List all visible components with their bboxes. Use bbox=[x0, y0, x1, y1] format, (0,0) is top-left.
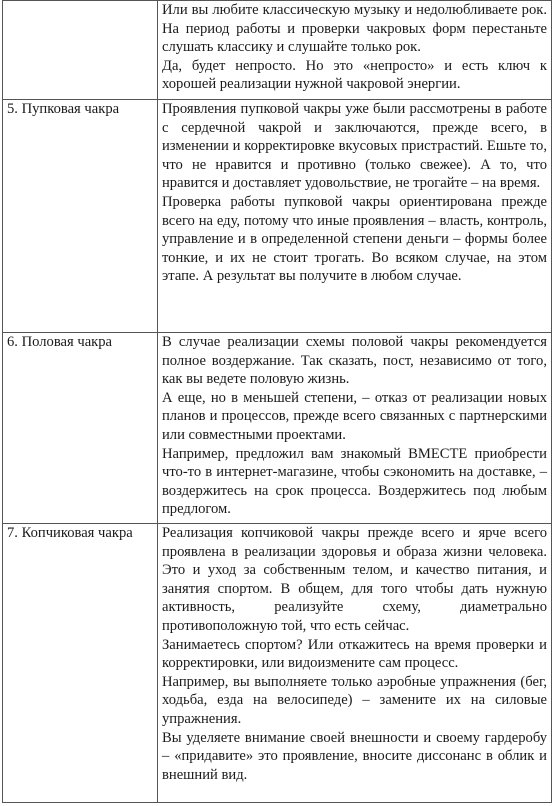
paragraph: Проявления пупковой чакры уже были рассмотрены в работе с сердечной чакрой и заключаются, прежде всего, в изменении и корректировке вкусовых пристрастий. Ешьте то, что не нравится и противно (только свежее). А то, что нравится и доставляет удовольствие, не трогайте – на время. bbox=[162, 101, 547, 192]
chakra-name-cell: 5. Пупковая чакра bbox=[3, 100, 158, 333]
paragraph: Реализация копчиковой чакры прежде всего и ярче всего проявлена в реализации здоровья и образа жизни человека. Это и уход за собственным телом, и качество питания, и занятия спортом. В общем, для того чтобы дать нужную активность, реализуйте схему, диаметрально противоположную той, что есть сейчас. bbox=[162, 525, 547, 634]
paragraph: Проверка работы пупковой чакры ориентирована прежде всего на еду, потому что иные проявления – власть, контроль, управление и в определенной степени деньги – формы более тонкие, и их не стоит трогать. Во всяком случае, на этом этапе. А результат вы получите в любом случае. bbox=[162, 193, 547, 285]
paragraph: Вы уделяете внимание своей внешности и своему гардеробу – «придавите» это проявление, вносите диссонанс в облик и внешний вид. bbox=[162, 729, 547, 783]
chakra-description-cell bbox=[158, 333, 552, 524]
chakra-name-cell bbox=[3, 1, 158, 100]
table-row bbox=[3, 333, 552, 524]
table-row bbox=[3, 1, 552, 100]
paragraph: Да, будет непросто. Но это «непросто» и есть ключ к хорошей реализации нужной чакровой энергии. bbox=[162, 57, 547, 93]
chakra-description-cell bbox=[158, 100, 552, 333]
chakra-description-cell bbox=[158, 1, 552, 100]
document-page bbox=[2, 0, 552, 804]
chakra-description-cell bbox=[158, 524, 552, 803]
chakra-name-cell: 7. Копчиковая чакра bbox=[3, 524, 158, 803]
paragraph: Например, вы выполняете только аэробные упражнения (бег, ходьба, езда на велосипеде) – замените их на силовые упражнения. bbox=[162, 673, 547, 727]
paragraph: А еще, но в меньшей степени, – отказ от реализации новых планов и процессов, прежде всего связанных с партнерскими или совместными проектами. bbox=[162, 389, 547, 443]
chakra-table bbox=[2, 0, 552, 803]
paragraph: В случае реализации схемы половой чакры рекомендуется полное воздержание. Так сказать, пост, независимо от того, как вы ведете половую жизнь. bbox=[162, 334, 547, 388]
paragraph: Или вы любите классическую музыку и недолюбливаете рок. На период работы и проверки чакровых форм перестаньте слушать классику и слушайте только рок. bbox=[162, 2, 547, 56]
paragraph: Например, предложил вам знакомый ВМЕСТЕ приобрести что-то в интернет-магазине, чтобы сэкономить на доставке, – воздержитесь на срок процесса. Воздержитесь под любым предлогом. bbox=[162, 445, 547, 518]
table-row bbox=[3, 100, 552, 333]
table-row bbox=[3, 524, 552, 803]
paragraph: Занимаетесь спортом? Или откажитесь на время проверки и корректировки, или видоизмените сам процесс. bbox=[162, 636, 547, 672]
chakra-name-cell: 6. Половая чакра bbox=[3, 333, 158, 524]
